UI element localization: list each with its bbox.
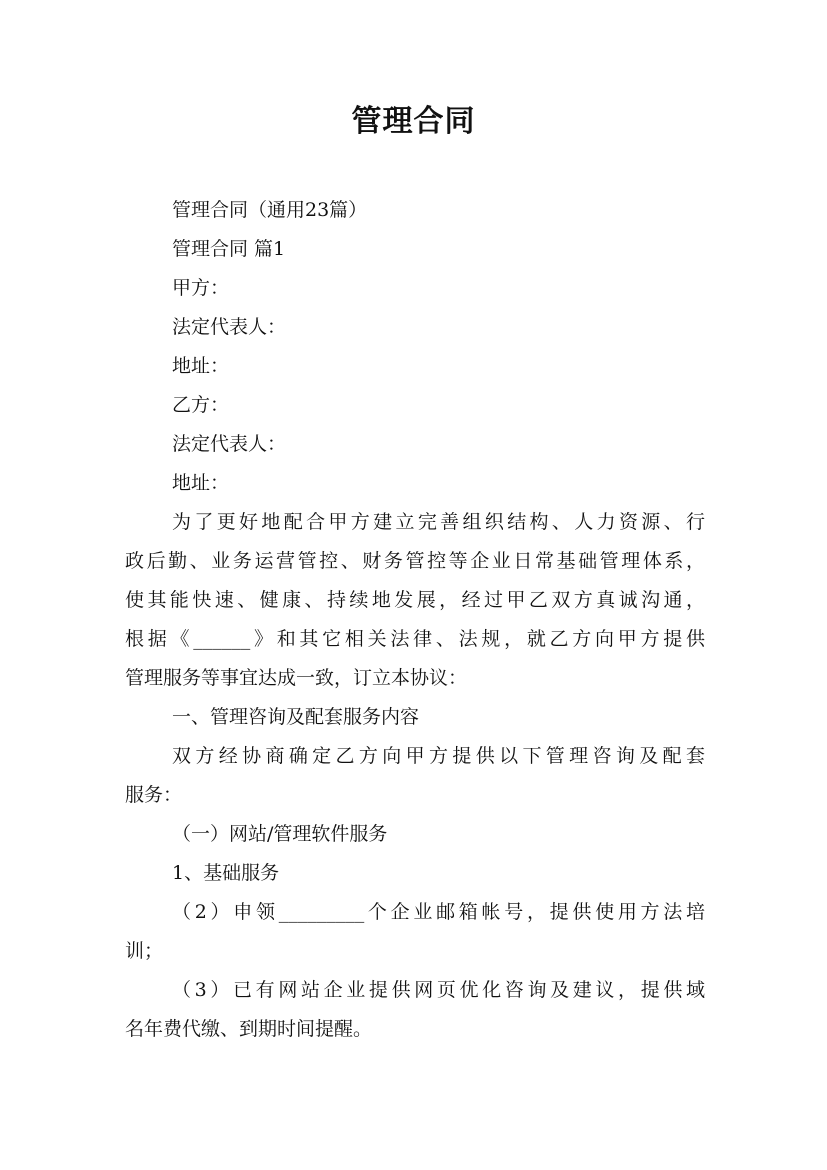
section-heading: 一、管理咨询及配套服务内容 <box>172 706 420 728</box>
paragraph-line: 使其能快速、健康、持续地发展，经过甲乙双方真诚沟通， <box>125 589 705 611</box>
party-a-representative-label: 法定代表人： <box>172 316 287 338</box>
party-b-label: 乙方： <box>172 394 230 416</box>
subsection-heading: 1、基础服务 <box>172 862 280 884</box>
paragraph-line: （3）已有网站企业提供网页优化咨询及建议，提供域 <box>172 979 705 1001</box>
paragraph-line: 为了更好地配合甲方建立完善组织结构、人力资源、行 <box>172 511 705 533</box>
subsection-heading: （一）网站/管理软件服务 <box>172 823 388 845</box>
paragraph-line: 名年费代缴、到期时间提醒。 <box>125 1018 373 1040</box>
paragraph-line: 服务： <box>125 784 183 806</box>
paragraph-line: 政后勤、业务运营管控、财务管控等企业日常基础管理体系， <box>125 550 705 572</box>
paragraph-line: 根据《______》和其它相关法律、法规，就乙方向甲方提供 <box>125 628 705 650</box>
paragraph-line: 管理服务等事宜达成一致，订立本协议： <box>125 667 468 689</box>
party-a-label: 甲方： <box>172 277 230 299</box>
paragraph-line: 训； <box>125 940 164 962</box>
paragraph-line: （2）申领_________个企业邮箱帐号，提供使用方法培 <box>172 901 705 923</box>
section-heading: 管理合同 篇1 <box>172 238 286 260</box>
paragraph-line: 双方经协商确定乙方向甲方提供以下管理咨询及配套 <box>172 745 705 767</box>
party-a-address-label: 地址： <box>172 355 230 377</box>
party-b-representative-label: 法定代表人： <box>172 433 287 455</box>
party-b-address-label: 地址： <box>172 472 230 494</box>
document-title: 管理合同 <box>351 104 476 139</box>
subtitle-line: 管理合同（通用23篇） <box>172 199 368 221</box>
